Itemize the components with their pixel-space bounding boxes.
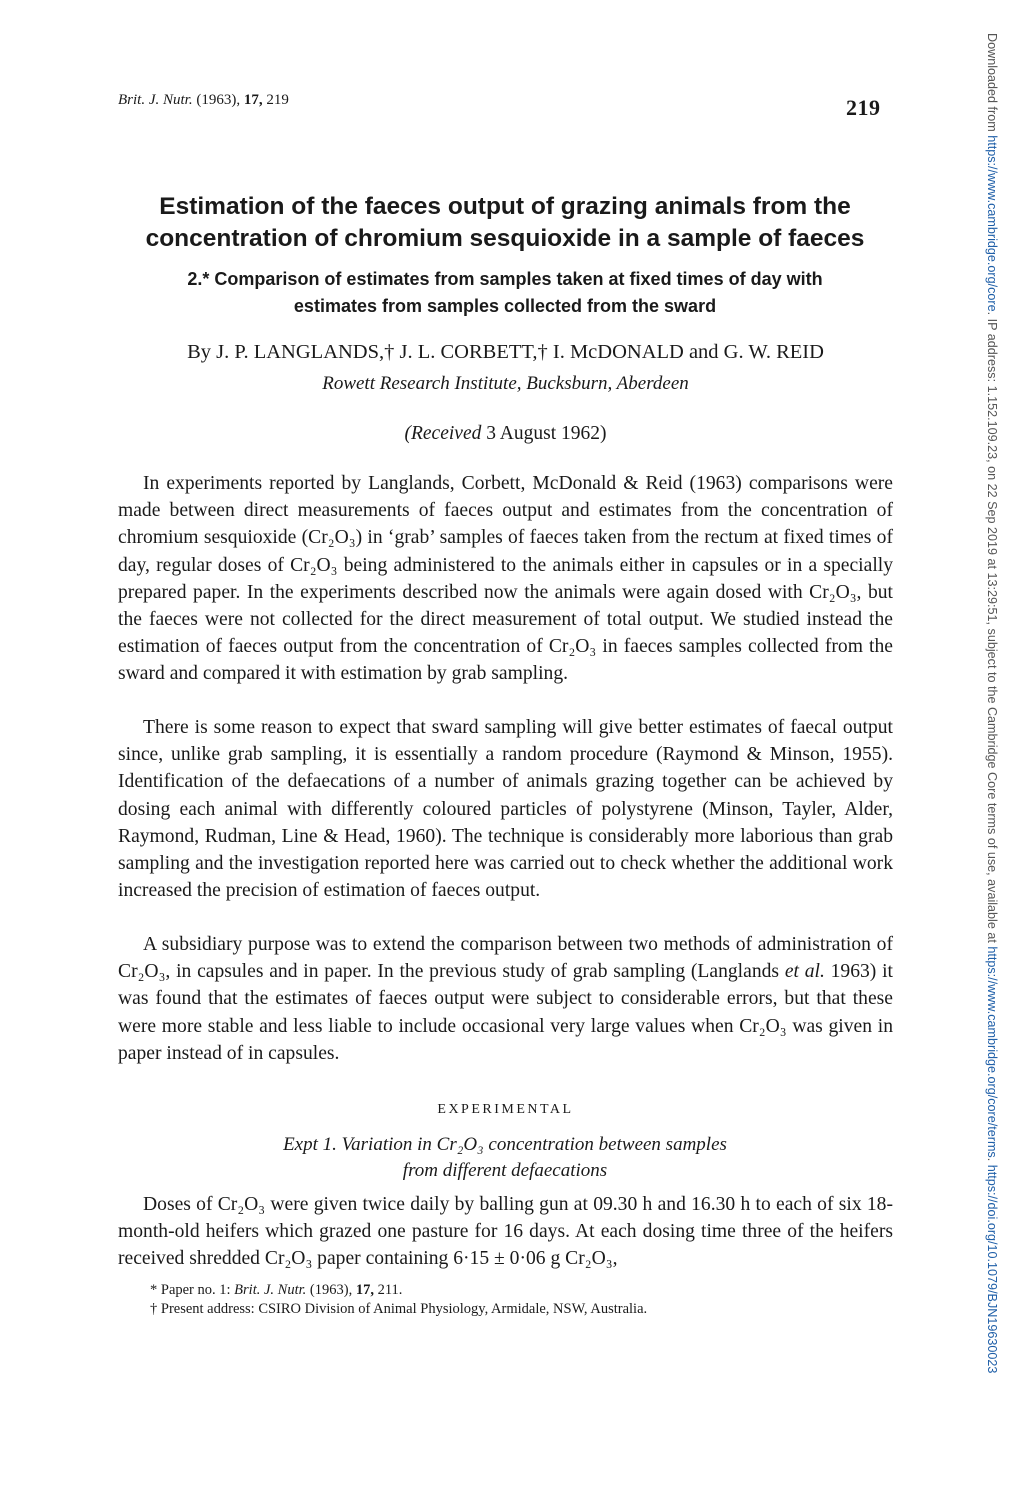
paragraph-intro xyxy=(118,470,893,688)
title-line-1: Estimation of the faeces output of grazing animals from the xyxy=(159,193,851,220)
paragraph-4-text: Doses of Cr₂O₃ were given twice daily by balling gun at 09.30 h and 16.30 h to each of six 18-month-old heifers which grazed one pasture for 16 days. At each dosing time three of the heifers received shredded Cr₂O₃ paper containing 6·15 ± 0·06 g Cr₂O₃, xyxy=(118,1194,893,1270)
paragraph-2-text: There is some reason to expect that sward sampling will give better estimates of faecal output since, unlike grab sampling, it is essentially a random procedure (Raymond & Minson, 1955). Identification of the defaecations of a number of animals grazing together can be achieved by dosing each animal with differently coloured particles of polystyrene (Minson, Tayler, Alder, Raymond, Rudman, Line & Head, 1960). The technique is considerably more laborious than grab sampling and the investigation reported here was carried out to check whether the additional work increased the precision of estimation of faeces output. xyxy=(118,717,893,902)
paragraph-subsidiary xyxy=(118,931,893,1067)
journal-name: Brit. J. Nutr. xyxy=(118,92,193,108)
received-day-month: 3 August xyxy=(486,423,557,444)
received-year: 1962) xyxy=(561,423,607,444)
journal-page-ref: 219 xyxy=(266,92,289,108)
footnote-2: † Present address: CSIRO Division of Animal Physiology, Armidale, NSW, Australia. xyxy=(150,1301,648,1317)
running-head xyxy=(118,92,289,109)
paragraph-3-etal: et al. xyxy=(784,961,825,983)
journal-year: (1963), xyxy=(196,92,241,108)
paragraph-3-part-b: 1963) it was found that the estimates of faeces output were subject to considerable errors, but that these were more stable and less liable to include occasional very large values when Cr₂O₃ was given in paper instead of in capsules. xyxy=(118,961,893,1064)
subsection-heading-expt1 xyxy=(180,1132,830,1184)
subtitle-line-2: estimates from samples collected from the sward xyxy=(293,296,717,316)
expt1-heading-line-1: Expt 1. Variation in Cr₂O₃ concentration between samples xyxy=(283,1134,727,1155)
paragraph-3-text xyxy=(118,931,893,1067)
author-line: By J. P. LANGLANDS,† J. L. CORBETT,† I. McDONALD and G. W. REID xyxy=(187,341,824,363)
journal-volume: 17, xyxy=(243,92,263,108)
cambridge-core-link[interactable]: https://www.cambridge.org/core xyxy=(985,135,999,312)
download-separator: . xyxy=(985,1157,999,1165)
paragraph-3-part-a: A subsidiary purpose was to extend the comparison between two methods of administration of Cr₂O₃, in capsules and in paper. In the previous study of grab sampling (Langlands xyxy=(118,934,893,983)
paragraph-sward xyxy=(118,714,893,904)
download-notice xyxy=(985,33,999,1373)
footnote-1-mark: * Paper no. 1: xyxy=(150,1282,235,1298)
paragraph-expt1 xyxy=(118,1191,893,1273)
download-details: . IP address: 1.152.109.23, on 22 Sep 2019 at 13:29:51, subject to the Cambridge Core terms of use, available at xyxy=(985,311,999,947)
page-number: 219 xyxy=(846,95,881,120)
footnote-1-journal: Brit. J. Nutr. xyxy=(234,1282,307,1298)
footnote-1-page: 211. xyxy=(373,1282,403,1298)
title-line-2: concentration of chromium sesquioxide in a sample of faeces xyxy=(145,225,865,252)
subtitle-line-1: 2.* Comparison of estimates from samples taken at fixed times of day with xyxy=(187,269,823,289)
received-label: (Received xyxy=(404,423,482,444)
received-date xyxy=(118,423,893,445)
doi-link[interactable]: https://doi.org/10.1079/BJN19630023 xyxy=(985,1164,999,1374)
article-subtitle xyxy=(150,266,860,320)
footnote-1-year: (1963), xyxy=(306,1282,356,1298)
expt1-heading-line-2: from different defaecations xyxy=(402,1160,608,1181)
affiliation: Rowett Research Institute, Bucksburn, Aberdeen xyxy=(322,373,689,394)
terms-link[interactable]: https://www.cambridge.org/core/terms xyxy=(985,946,999,1158)
article-title xyxy=(100,191,910,255)
footnotes xyxy=(150,1281,647,1319)
paragraph-1-text: In experiments reported by Langlands, Corbett, McDonald & Reid (1963) comparisons were made between direct measurements of faeces output and estimates from the concentration of chromium sesquioxide (Cr₂O₃) in ‘grab’ samples of faeces taken from the rectum at fixed times of day, regular doses of Cr₂O₃ being administered to the animals either in capsules or in a specially prepared paper. In the experiments described now the animals were again dosed with Cr₂O₃, but the faeces were not collected for the direct measurement of total output. We studied instead the estimation of faeces output from the concentration of Cr₂O₃ in faeces samples collected from the sward and compared it with estimation by grab sampling. xyxy=(118,473,893,685)
download-prefix: Downloaded from xyxy=(985,33,999,136)
footnote-1 xyxy=(150,1281,647,1300)
section-heading-experimental: EXPERIMENTAL xyxy=(437,1102,574,1117)
footnote-1-volume: 17, xyxy=(355,1282,374,1298)
